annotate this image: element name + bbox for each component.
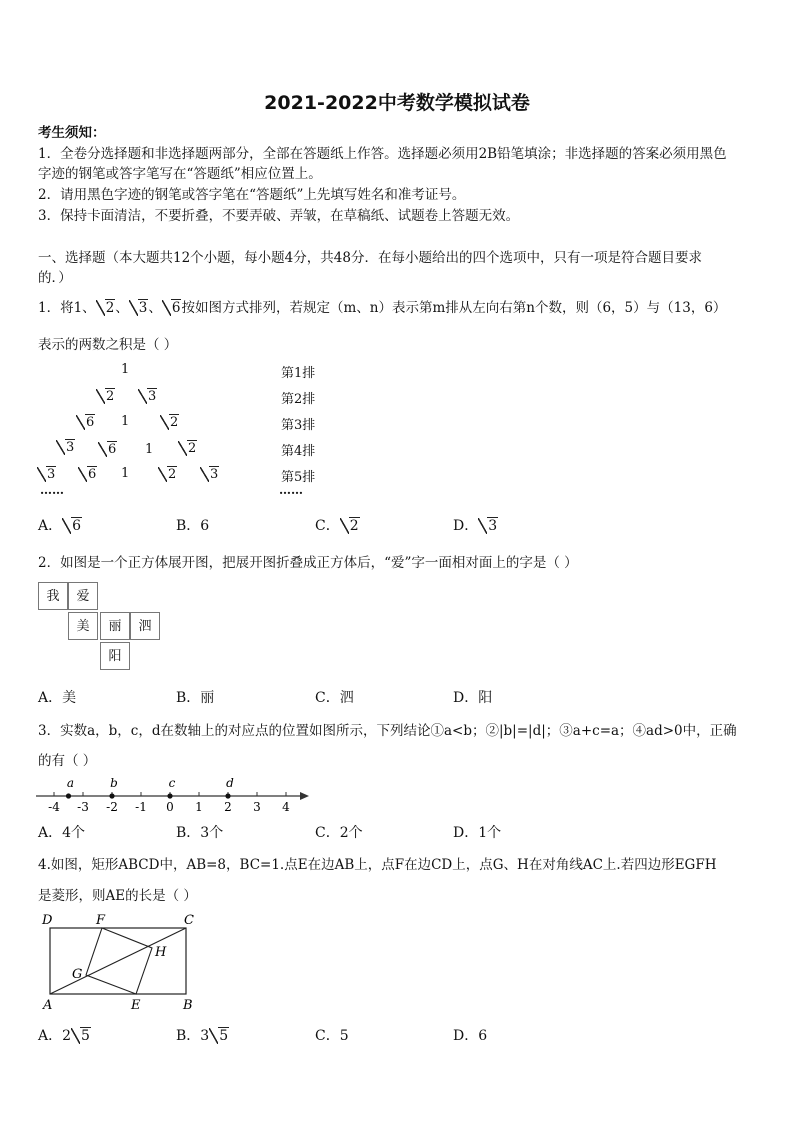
axis-tick-label: -4 [48, 800, 60, 814]
label-f: F [96, 913, 106, 928]
diagonal-ac [50, 928, 186, 994]
label-b: B [183, 998, 193, 1013]
point-label-c: c [168, 776, 176, 790]
q4-option-d[interactable]: D．6 [453, 1028, 488, 1044]
q4-option-c[interactable]: C．5 [315, 1028, 349, 1044]
q2-option-a[interactable]: A．美 [38, 690, 77, 706]
page-title: 2021-2022中考数学模拟试卷 [264, 92, 530, 114]
q1-sqrt6: 6 [162, 300, 182, 316]
label-c: C [184, 913, 194, 928]
q3-stem: 3．实数a，b，c，d在数轴上的对应点的位置如图所示，下列结论①a<b；②|b|=|d|；③a+c=a；④ad>0中，正确 [38, 723, 737, 739]
fig-cell: 6 [76, 415, 95, 430]
point-label-d: d [226, 776, 234, 790]
point-b [109, 793, 114, 798]
q1-sep: 、 [115, 300, 129, 316]
q1-stem [38, 296, 726, 316]
net-cell: 泗 [130, 612, 160, 640]
row-label-5: 第5排 [281, 470, 316, 485]
notice-item-2: 2．请用黑色字迹的钢笔或答字笔在“答题纸”上先填写姓名和准考证号。 [38, 187, 466, 203]
fig-cell: 2 [160, 415, 179, 430]
notice-item-3: 3．保持卡面清洁，不要折叠，不要弄破、弄皱，在草稿纸、试题卷上答题无效。 [38, 208, 520, 224]
axis-tick-label: 4 [282, 800, 290, 814]
q1-option-d[interactable]: D． 3 [453, 518, 498, 534]
fig-cell: 3 [37, 467, 56, 482]
q4-stem: 4.如图，矩形ABCD中，AB=8，BC=1.点E在边AB上，点F在边CD上，点G、H在对角线AC上.若四边形EGFH [38, 857, 717, 873]
fig-cell: 2 [96, 389, 115, 404]
q2-option-c[interactable]: C．泗 [315, 690, 354, 706]
q1-sqrt3: 3 [129, 300, 149, 316]
number-line [30, 770, 315, 815]
fig-cell: 2 [158, 467, 177, 482]
rectangle-figure [38, 908, 208, 1013]
notice-item-1: 1．全卷分选择题和非选择题两部分，全部在答题纸上作答。选择题必须用2B铅笔填涂；非选择题的答案必须用黑色 [38, 146, 727, 162]
net-cell: 阳 [100, 642, 130, 670]
q3-option-b[interactable]: B．3个 [176, 825, 224, 841]
q3-option-a[interactable]: A．4个 [38, 825, 86, 841]
q1-stem-cont: 表示的两数之积是（ ） [38, 337, 178, 353]
axis-tick-label: 2 [224, 800, 232, 814]
axis-tick-label: -2 [106, 800, 118, 814]
notice-item-1-cont: 字迹的钢笔或答字笔写在“答题纸”相应位置上。 [38, 166, 322, 182]
fig-cell: 1 [121, 362, 130, 377]
q1-option-a[interactable]: A． 6 [38, 518, 82, 534]
notice-heading: 考生须知： [38, 125, 106, 141]
q4-stem-cont: 是菱形，则AE的长是（ ） [38, 888, 197, 904]
q4-option-a[interactable]: A．2 5 [38, 1028, 90, 1044]
q3-option-d[interactable]: D．1个 [453, 825, 502, 841]
fig-cell: 3 [138, 389, 157, 404]
label-e: E [131, 998, 141, 1013]
fig-cell: 1 [145, 442, 154, 457]
axis-tick-label: -1 [135, 800, 147, 814]
fig-cell: 6 [78, 467, 97, 482]
q1-sep: 、 [148, 300, 162, 316]
axis-arrow [300, 792, 309, 800]
q4-option-b[interactable]: B．3 5 [176, 1028, 229, 1044]
q1-prefix: 1．将1、 [38, 300, 96, 316]
point-c [167, 793, 172, 798]
axis-tick-label: 1 [195, 800, 203, 814]
q1-sqrt2: 2 [96, 300, 116, 316]
net-cell: 爱 [68, 582, 98, 610]
row-label-2: 第2排 [281, 392, 316, 407]
q1-rest: 按如图方式排列，若规定（m、n）表示第m排从左向右第n个数，则（6，5）与（13，6） [181, 300, 727, 316]
q3-stem-cont: 的有（ ） [38, 753, 97, 769]
q1-option-c[interactable]: C． 2 [315, 518, 359, 534]
q2-stem: 2．如图是一个正方体展开图，把展开图折叠成正方体后，“爱”字一面相对面上的字是（ ） [38, 555, 578, 571]
row-label-4: 第4排 [281, 444, 316, 459]
axis-tick-label: 0 [166, 800, 174, 814]
axis-tick-label: -3 [77, 800, 89, 814]
fig-cell: 3 [200, 467, 219, 482]
fig-cell: 6 [98, 442, 117, 457]
row-label-1: 第1排 [281, 366, 316, 381]
label-d: D [42, 913, 53, 928]
q2-option-d[interactable]: D．阳 [453, 690, 493, 706]
point-label-b: b [110, 776, 118, 790]
label-a: A [43, 998, 53, 1013]
section-header: 一、选择题（本大题共12个小题，每小题4分，共48分．在每小题给出的四个选项中，只有一项是符合题目要求 [38, 250, 702, 266]
point-label-a: a [66, 776, 75, 790]
q3-option-c[interactable]: C．2个 [315, 825, 363, 841]
point-d [225, 793, 230, 798]
fig-cell: 1 [121, 414, 130, 429]
point-a [66, 793, 71, 798]
net-cell: 美 [68, 612, 98, 640]
label-g: G [72, 967, 83, 982]
fig-cell: 1 [121, 466, 130, 481]
net-cell: 我 [38, 582, 68, 610]
q1-option-b[interactable]: B．6 [176, 518, 210, 534]
q2-option-b[interactable]: B．丽 [176, 690, 215, 706]
label-h: H [155, 945, 167, 960]
fig-cell: 2 [178, 441, 197, 456]
section-header-cont: 的．） [38, 270, 72, 286]
fig-cell: 3 [56, 440, 75, 455]
row-ellipsis: …… [279, 483, 303, 497]
row-label-3: 第3排 [281, 418, 316, 433]
fig-ellipsis: …… [40, 483, 64, 497]
net-cell: 丽 [100, 612, 130, 640]
axis-tick-label: 3 [253, 800, 261, 814]
